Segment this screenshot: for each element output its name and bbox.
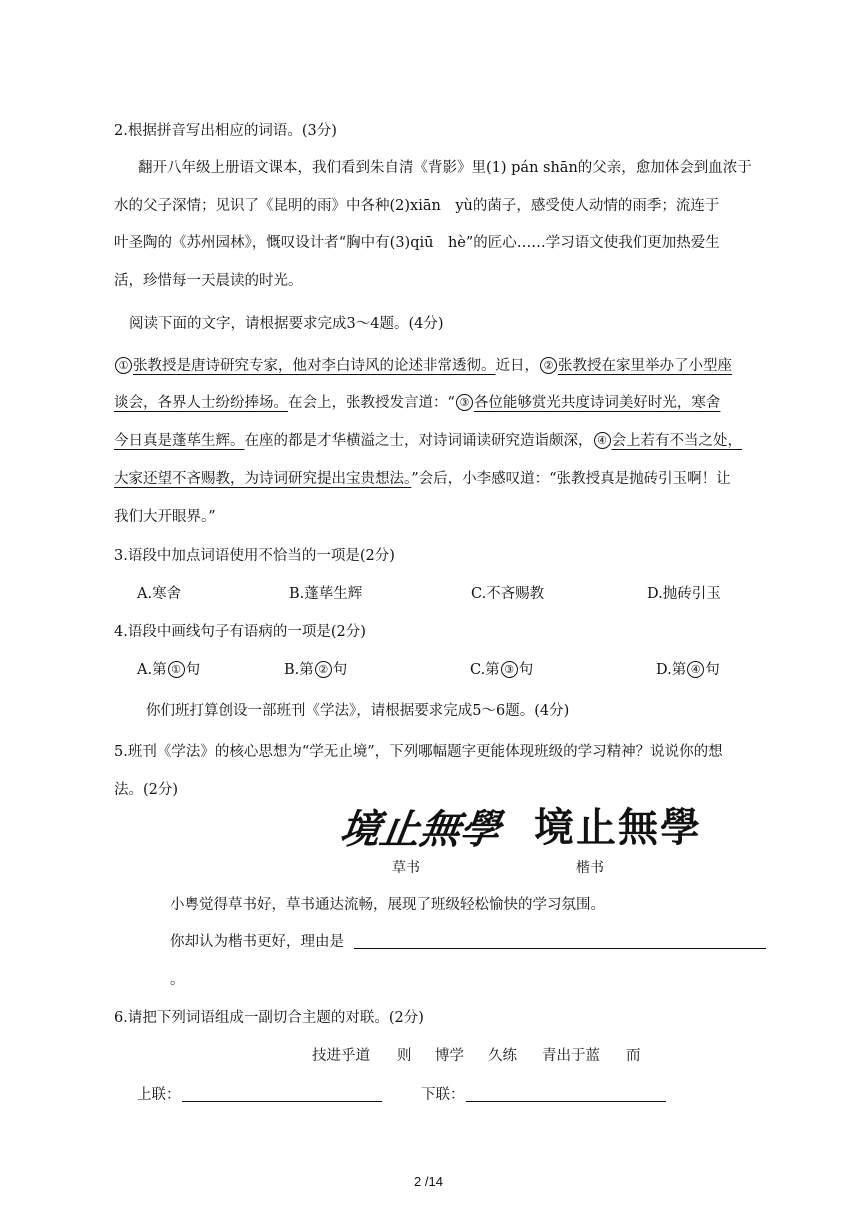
q5-answer-blank[interactable] bbox=[354, 948, 766, 949]
q2-line-4: 活，珍惜每一天晨读的时光。 bbox=[114, 273, 303, 289]
passage-line-4 bbox=[114, 469, 731, 489]
reading-intro: 阅读下面的文字，请根据要求完成3～4题。(4分) bbox=[129, 316, 444, 332]
underlined-sentence-4: 会上若有不当之处， bbox=[611, 433, 742, 449]
passage-text: 在会上，张教授发言道：“ bbox=[288, 395, 455, 411]
q5-line-1: 5.班刊《学法》的核心思想为“学无止境”，下列哪幅题字更能体现班级的学习精神？说说你的想 bbox=[114, 744, 723, 760]
page-separator: / bbox=[424, 1174, 429, 1189]
q2-title: 2.根据拼音写出相应的词语。(3分) bbox=[114, 123, 337, 139]
q2-line-1: 翻开八年级上册语文课本，我们看到朱自清《背影》里(1) pán shān的父亲，愈加体会到血浓于 bbox=[138, 160, 752, 176]
option-prefix: B.第 bbox=[284, 662, 314, 678]
sentence-number-2: ② bbox=[540, 357, 557, 374]
q4-option-b[interactable] bbox=[284, 660, 347, 680]
sentence-number-1: ① bbox=[115, 357, 132, 374]
q5-line-2: 法。(2分) bbox=[114, 782, 179, 798]
passage-line-3 bbox=[114, 431, 742, 451]
upper-couplet-blank[interactable] bbox=[182, 1101, 382, 1102]
option-number: ③ bbox=[501, 661, 518, 678]
lower-couplet-blank[interactable] bbox=[466, 1101, 666, 1102]
q3-title: 3.语段中加点词语使用不恰当的一项是(2分) bbox=[114, 548, 395, 564]
q2-line-2: 水的父子深情；见识了《昆明的雨》中各种(2)xiān yù的菌子，感受使人动情的雨季；流连于 bbox=[114, 198, 720, 214]
q2-line-3: 叶圣陶的《苏州园林》，慨叹设计者“胸中有(3)qiū hè”的匠心……学习语文使我们更加热爱生 bbox=[114, 235, 720, 251]
cursive-calligraphy-image: 境止無學 bbox=[336, 806, 504, 853]
q6-word-1: 技进乎道 bbox=[312, 1048, 370, 1064]
passage-text: ”会后，小李感叹道：“张教授真是抛砖引玉啊！让 bbox=[411, 471, 731, 487]
q56-intro: 你们班打算创设一部班刊《学法》，请根据要求完成5～6题。(4分) bbox=[146, 703, 570, 719]
option-number: ① bbox=[168, 661, 185, 678]
cursive-caption: 草书 bbox=[392, 860, 420, 876]
passage-line-2 bbox=[114, 393, 720, 413]
q5-prompt: 你却认为楷书更好，理由是 bbox=[170, 934, 344, 950]
q3-option-b[interactable]: B.蓬荜生辉 bbox=[289, 586, 363, 602]
underlined-sentence-3: 今日真是蓬荜生辉。 bbox=[114, 433, 245, 449]
passage-line-1 bbox=[114, 356, 732, 376]
option-suffix: 句 bbox=[185, 662, 201, 678]
q6-word-3: 博学 bbox=[435, 1048, 464, 1064]
underlined-sentence-2: 张教授在家里举办了小型座 bbox=[558, 358, 732, 374]
regular-calligraphy-image: 境止無學 bbox=[534, 804, 702, 851]
option-suffix: 句 bbox=[705, 662, 720, 678]
upper-couplet-label: 上联： bbox=[137, 1087, 181, 1103]
option-prefix: D.第 bbox=[656, 662, 687, 678]
q3-option-c[interactable]: C.不吝赐教 bbox=[471, 586, 545, 602]
underlined-sentence-4: 大家还望不吝赐教，为诗词研究提出宝贵想法。 bbox=[114, 471, 412, 487]
q4-option-c[interactable] bbox=[470, 660, 533, 680]
passage-text: 近日， bbox=[495, 358, 539, 374]
q6-title: 6.请把下列词语组成一副切合主题的对联。(2分) bbox=[114, 1010, 424, 1026]
q6-word-2: 则 bbox=[397, 1048, 412, 1064]
q5-statement: 小粤觉得草书好，草书通达流畅，展现了班级轻松愉快的学习氛围。 bbox=[170, 897, 605, 913]
passage-text: 在座的都是才华横溢之士，对诗词诵读研究造诣颇深， bbox=[244, 433, 593, 449]
regular-caption: 楷书 bbox=[576, 860, 604, 876]
q4-option-a[interactable] bbox=[137, 660, 200, 680]
option-prefix: A.第 bbox=[137, 662, 167, 678]
option-prefix: C.第 bbox=[470, 662, 500, 678]
q4-option-d[interactable] bbox=[656, 660, 720, 680]
current-page: 2 bbox=[414, 1174, 422, 1189]
option-number: ② bbox=[315, 661, 332, 678]
option-suffix: 句 bbox=[518, 662, 534, 678]
total-pages: 14 bbox=[428, 1174, 443, 1189]
q6-word-5: 青出于蓝 bbox=[542, 1048, 600, 1064]
lower-couplet-label: 下联： bbox=[421, 1087, 465, 1103]
q3-option-d[interactable]: D.抛砖引玉 bbox=[647, 586, 721, 602]
q5-end-mark: 。 bbox=[170, 972, 185, 988]
q3-option-a[interactable]: A.寒舍 bbox=[137, 586, 182, 602]
underlined-sentence-3: 各位能够赏光共度诗词美好时光，寒舍 bbox=[473, 395, 721, 411]
q6-word-6: 而 bbox=[626, 1048, 641, 1064]
underlined-sentence-2: 谈会，各界人士纷纷捧场。 bbox=[114, 395, 288, 411]
page-number bbox=[414, 1174, 443, 1189]
underlined-sentence-1: 张教授是唐诗研究专家，他对李白诗风的论述非常透彻。 bbox=[133, 358, 496, 374]
q4-title: 4.语段中画线句子有语病的一项是(2分) bbox=[114, 624, 366, 640]
sentence-number-3: ③ bbox=[456, 394, 473, 411]
q6-word-4: 久练 bbox=[488, 1048, 517, 1064]
sentence-number-4: ④ bbox=[594, 432, 611, 449]
option-suffix: 句 bbox=[332, 662, 348, 678]
option-number: ④ bbox=[687, 661, 704, 678]
passage-line-5: 我们大开眼界。” bbox=[114, 509, 216, 525]
